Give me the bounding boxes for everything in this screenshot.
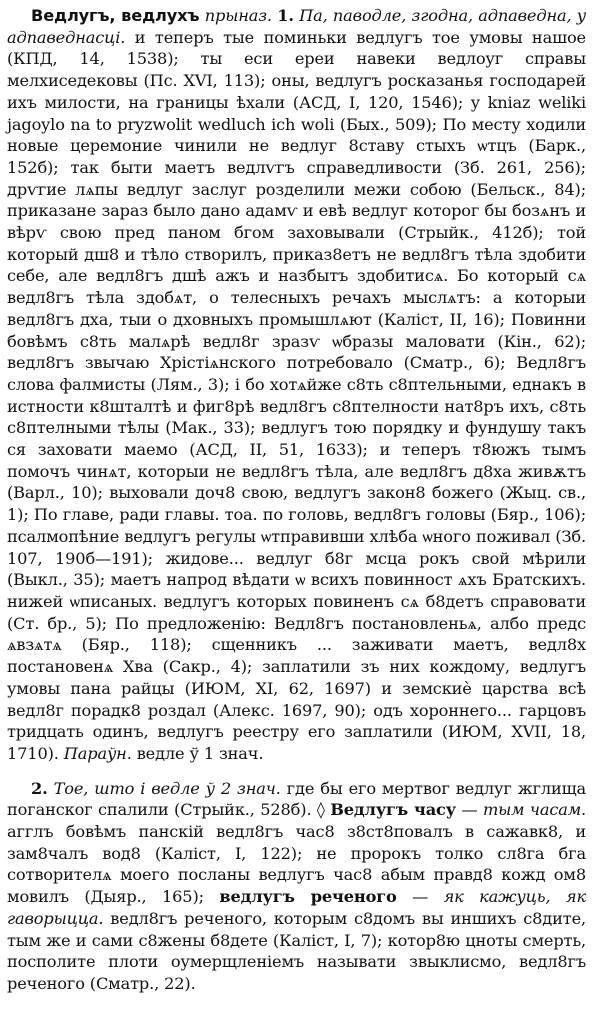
sense-2-gloss: Тое, што і ведле ў 2 знач. — [53, 778, 281, 798]
phrase-1-dash: — — [461, 800, 478, 820]
part-of-speech: прыназ. — [204, 6, 272, 25]
entry-sense-1 — [7, 5, 586, 765]
parallel-label: Параўн. — [63, 743, 132, 763]
phrase-1: Ведлугъ часу — [330, 800, 456, 820]
phrase-1-gloss: тым часам. — [482, 800, 587, 820]
sense-1-number: 1. — [277, 6, 294, 25]
entry-sense-2 — [7, 778, 586, 995]
phrase-2-dash: — — [412, 887, 429, 907]
headword: Ведлугъ, ведлухъ — [31, 6, 200, 25]
phrase-2-gloss: як кажуць, як гаворыцца. — [7, 887, 586, 928]
phrase-2: ведлугъ реченого — [219, 887, 397, 907]
sense-2-number: 2. — [31, 778, 48, 798]
parallel-text: ведле ў 1 знач. — [136, 743, 264, 763]
sense-1-citations: и теперъ тые поминьки ведлугъ тое умовы нашое (КПД, 14, 1538); ты еси ереи навеки ведлоуг справы мелхиседековы (Пс. XVI, 113); оны, ведлугъ росказанья господарей ихъ милости, на границы ѣхали (АСД, I, 120, 1546); y kniaz weliki jagoylo na to pryzwolit wedluch ich woli (Бых., 509); По месту ходили новые церемоние чинили не ведлуг 8ставу стыхъ ѡтцъ (Барк., 152б); так быти маетъ ведлѵгъ справедливости (Зб. 261, 256); дрѵгие лѧпы ведлуг заслуг розделили межи собою (Бельск., 84); приказане зараз было дано адамѵ и евѣ ведлуг которог бы бозѧнъ и вѣрѵ свою пред паном бгом заховывали (Стрыйк., 412б); той который дш8 и тѣло створилъ, приказ8етъ не ведл8гъ тѣла здобити себе, але ведл8гъ дшѣ ажъ и назбытъ здобитисѧ. Бо который сѧ ведл8гъ тѣла здобѧт, о телесныхъ речахъ мыслѧтъ: а которыи ведл8гъ дха, тыи о дховныхъ промышлѧют (Каліст, II, 16); Повинни бовѣмъ с8ть малѧрѣ ведл8г зразѵ ѡбразы маловати (Кін., 62); ведл8гъ звычаю Хрістіѧнского потребовало (Сматр., 6); Ведл8гъ слова фалмисты (Лям., 3); і бо хотѧйже с8ть с8птельными, еднакъ в истности к8шталтѣ и фиг8рѣ ведл8гъ с8птелности нат8ръ ихъ, с8ть с8птелными тѣлы (Мак., 33); ведлугъ тою порядку и фундушу такъ ся заховати маемо (АСД, II, 51, 1633); и теперъ т8южъ тымъ помочъ чинѧт, которыи не ведл8гъ тѣла, але ведл8гъ д8ха живѫтъ (Варл., 10); выховали доч8 свою, ведлугъ закон8 божего (Жыц. св., 1); По главе, ради главы. тоа. по головь, ведл8гъ головы (Бяр., 106); псалмопѣние ведлугъ регулы ѡтправивши хлѣба ѡного поживал (Зб. 107, 190б—191); жидове... ведлуг б8г мсца рокъ свой мѣрили (Выкл., 35); маетъ напрод вѣдати ѡ всихъ повинност ѧхъ Братскихъ. нижей ѡписаных. ведлугъ которых повиненъ сѧ б8детъ справовати (Ст. бр., 5); По предложенію: Ведл8гъ постановленьѧ, албо предс ѧвзѧтѧ (Бяр., 118); сщенникъ ... заживати маетъ, ведл8х постановенѧ Хва (Сакр., 4); заплатили зъ них кождому, ведлугъ умовы пана райцы (ИЮМ, XI, 62, 1697) и земскиѐ царства всѣ ведл8г порадк8 роздал (Алекс. 1697, 90); одъ хороннего... гарцовъ тридцать одинъ, ведлугъ реестру его заплатили (ИЮМ, XVII, 18, 1710). — [7, 27, 586, 763]
phrase-marker: ◊ — [316, 800, 325, 820]
sense-2-citations-a: где бы его мертвог ведлуг жглища поганског спалили (Стрыйк., 528б). — [7, 778, 586, 820]
sense-2-citations-c: ведл8гъ реченого, которым с8домъ вы иншихъ с8дите, тым же и сами с8жены б8дете (Каліст, I, 7); котор8ю цноты смерть, посполите плоти оумерщленіемъ называти звыклисмо, ведл8гъ реченого (Сматр., 22). — [7, 908, 586, 993]
sense-1-gloss: Па, паводле, згодна, адпаведна, у адпаведнасці. — [7, 6, 586, 47]
sense-2-citations-b: агглъ бовѣмъ панскій ведл8гъ час8 з8ст8повалъ в сажавк8, и зам8чалъ вод8 (Каліст, I, 122); не пророкъ толко сл8га бга сотворителѧ моего посланы ведлугъ час8 абым правд8 кожд ом8 мовилъ (Дыяр., 165); — [7, 822, 586, 907]
